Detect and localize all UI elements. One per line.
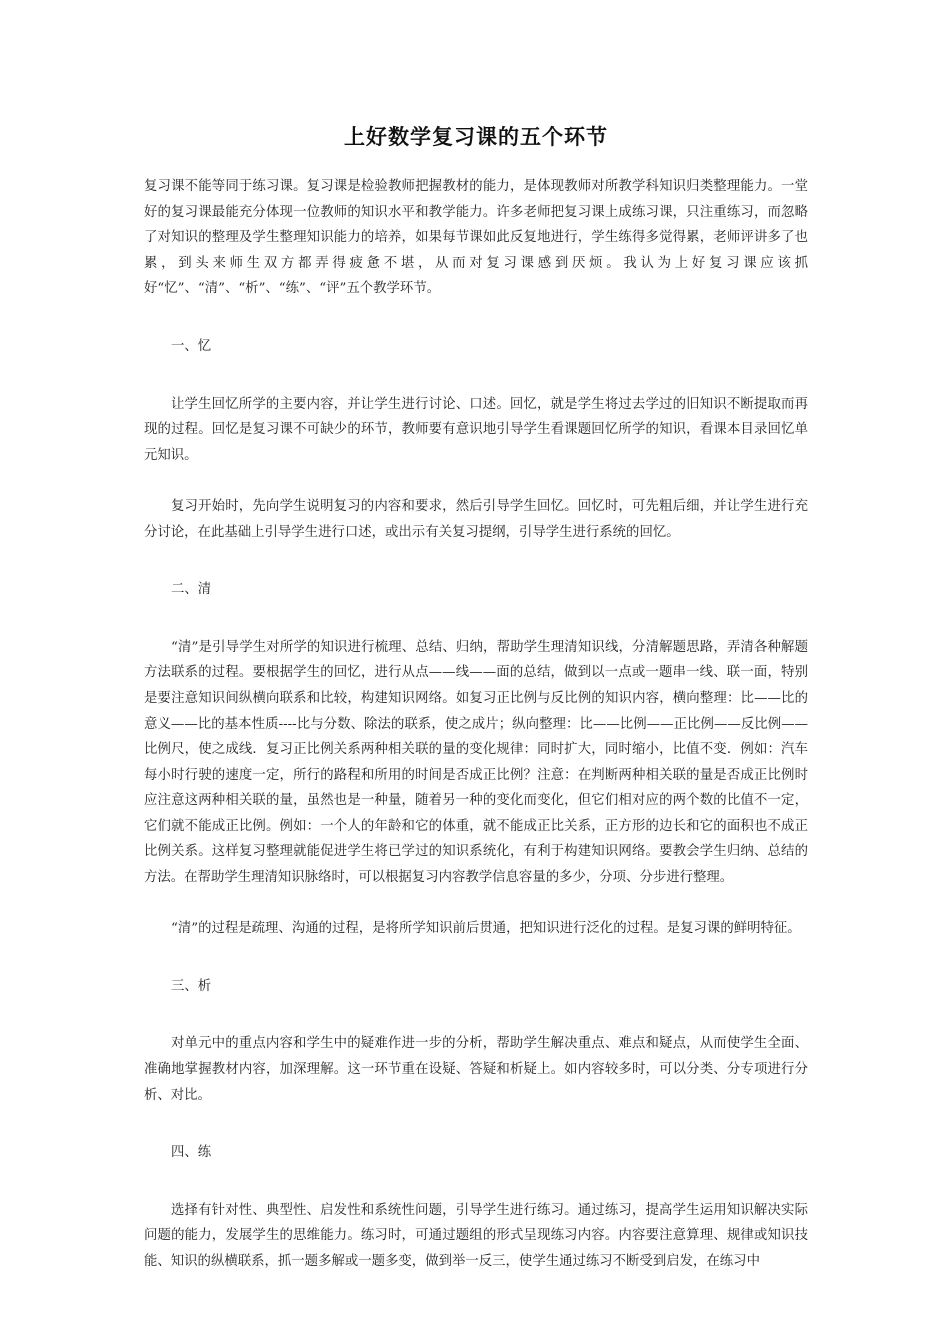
intro-paragraph: 复习课不能等同于练习课。复习课是检验教师把握教材的能力，是体现教师对所教学科知识归类整理能力。一堂好的复习课最能充分体现一位教师的知识水平和教学能力。许多老师把复习课上成练习课，只注重练习，而忽略了对知识的整理及学生整理知识能力的培养，如果每节课如此反复地进行，学生练得多觉得累，老师评讲多了也累，到头来师生双方都弄得疲惫不堪，从而对复习课感到厌烦。我认为上好复习课应该抓好“忆”、“清”、“析”、“练”、“评”五个教学环节。 <box>144 179 808 297</box>
paragraph: 复习开始时，先向学生说明复习的内容和要求，然后引导学生回忆。回忆时，可先粗后细，并让学生进行充分讨论，在此基础上引导学生进行口述，或出示有关复习提纲，引导学生进行系统的回忆。 <box>144 498 808 540</box>
document-body <box>144 174 808 1275</box>
paragraph: “清”是引导学生对所学的知识进行梳理、总结、归纳，帮助学生理清知识线，分清解题思路，弄清各种解题方法联系的过程。要根据学生的回忆，进行从点——线——面的总结，做到以一点或一题串一线、联一面，特别是要注意知识间纵横向联系和比较，构建知识网络。如复习正比例与反比例的知识内容，横向整理：比——比的意义——比的基本性质----比与分数、除法的联系，使之成片；纵向整理：比——比例——正比例——反比例——比例尺，使之成线．复习正比例关系两种相关联的量的变化规律：同时扩大，同时缩小，比值不变．例如：汽车每小时行驶的速度一定，所行的路程和所用的时间是否成正比例？注意：在判断两种相关联的量是否成正比例时应注意这两种相关联的量，虽然也是一种量，随着另一种的变化而变化，但它们相对应的两个数的比值不一定，它们就不能成正比例。例如：一个人的年龄和它的体重，就不能成正比关系，正方形的边长和它的面积也不成正比例关系。这样复习整理就能促进学生将已学过的知识系统化，有利于构建知识网络。要教会学生归纳、总结的方法。在帮助学生理清知识脉络时，可以根据复习内容教学信息容量的多少，分项、分步进行整理。 <box>144 639 808 886</box>
paragraph: 让学生回忆所学的主要内容，并让学生进行讨论、口述。回忆，就是学生将过去学过的旧知识不断提取而再现的过程。回忆是复习课不可缺少的环节，教师要有意识地引导学生看课题回忆所学的知识，看课本目录回忆单元知识。 <box>144 396 808 463</box>
paragraph: 选择有针对性、典型性、启发性和系统性问题，引导学生进行练习。通过练习，提高学生运用知识解决实际问题的能力，发展学生的思维能力。练习时，可通过题组的形式呈现练习内容。内容要注意算理、规律或知识技能、知识的纵横联系，抓一题多解或一题多变，做到举一反三，使学生通过练习不断受到启发，在练习中 <box>144 1202 808 1269</box>
paragraph: 对单元中的重点内容和学生中的疑难作进一步的分析，帮助学生解决重点、难点和疑点，从而使学生全面、准确地掌握教材内容，加深理解。这一环节重在设疑、答疑和析疑上。如内容较多时，可以分类、分专项进行分析、对比。 <box>144 1036 808 1103</box>
section-heading-yi: 一、忆 <box>171 338 212 354</box>
section-heading-xi: 三、析 <box>171 978 212 994</box>
paragraph: “清”的过程是疏理、沟通的过程，是将所学知识前后贯通，把知识进行泛化的过程。是复习课的鲜明特征。 <box>171 921 801 937</box>
document-title: 上好数学复习课的五个环节 <box>344 124 608 149</box>
section-heading-lian: 四、练 <box>171 1145 212 1161</box>
section-heading-qing: 二、清 <box>171 582 212 598</box>
